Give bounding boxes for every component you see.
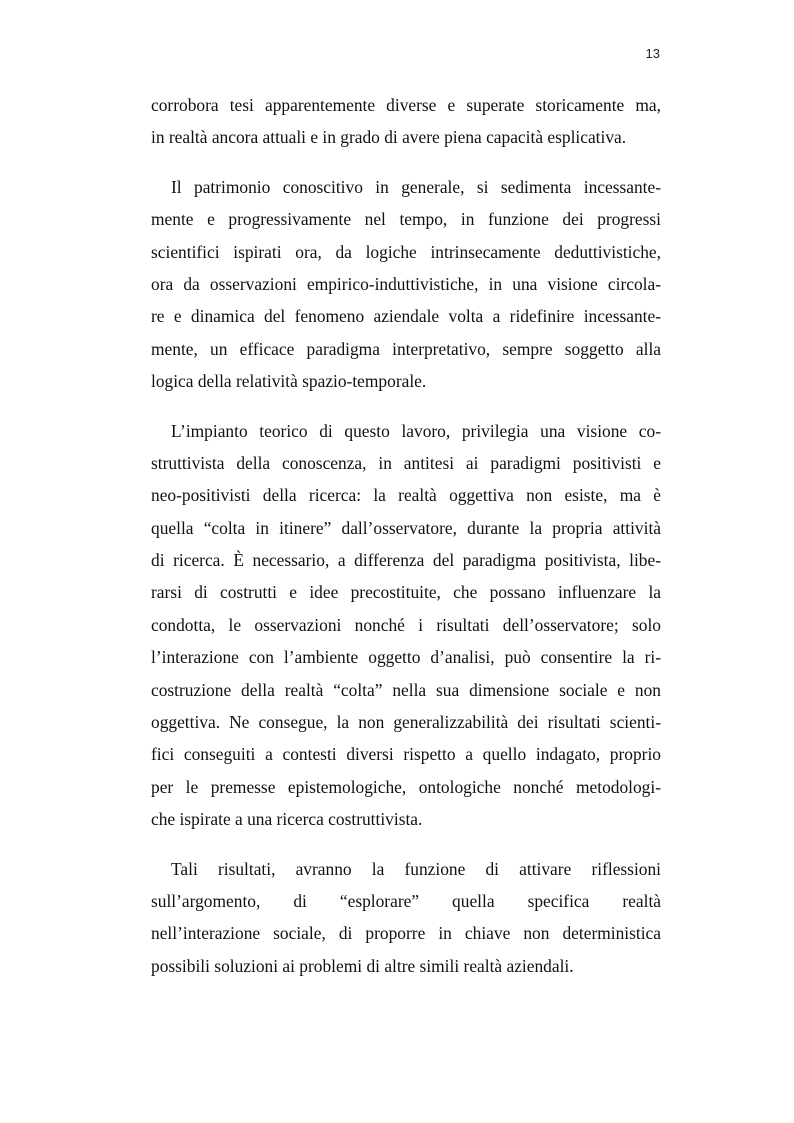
text-line: nell’interazione sociale, di proporre in chiave non deterministica [151,923,661,944]
text-line: scientifici ispirati ora, da logiche intrinsecamente deduttivistiche, [151,241,661,262]
text-line: per le premesse epistemologiche, ontologiche nonché metodologi- [151,776,661,797]
text-line: condotta, le osservazioni nonché i risultati dell’osservatore; solo [151,614,661,635]
paragraph-2 [151,171,661,398]
text-line: in realtà ancora attuali e in grado di avere piena capacità esplicativa. [151,127,627,148]
text-line: oggettiva. Ne consegue, la non generalizzabilità dei risultati scienti- [151,712,661,733]
text-line: logica della relatività spazio-temporale. [151,371,427,392]
body-text [151,89,661,999]
text-line: mente, un efficace paradigma interpretativo, sempre soggetto alla [151,338,661,359]
text-line: ora da osservazioni empirico-induttivistiche, in una visione circola- [151,273,661,294]
text-line: fici conseguiti a contesti diversi rispetto a quello indagato, proprio [151,744,661,765]
text-line: quella “colta in itinere” dall’osservatore, durante la propria attività [151,517,661,538]
text-line: re e dinamica del fenomeno aziendale volta a ridefinire incessante- [151,306,661,327]
text-line: rarsi di costrutti e idee precostituite, che possano influenzare la [151,582,661,603]
paragraph-4 [151,853,661,983]
text-line: neo-positivisti della ricerca: la realtà oggettiva non esiste, ma è [151,485,661,506]
text-line: L’impianto teorico di questo lavoro, privilegia una visione co- [171,420,661,441]
text-line: sull’argomento, di “esplorare” quella specifica realtà [151,890,661,911]
text-line: che ispirate a una ricerca costruttivista. [151,809,423,830]
text-line: corrobora tesi apparentemente diverse e superate storicamente ma, [151,95,661,115]
page-number: 13 [645,46,660,61]
paragraph-3 [151,415,661,836]
text-line: Il patrimonio conoscitivo in generale, si sedimenta incessante- [171,176,661,197]
text-line: l’interazione con l’ambiente oggetto d’analisi, può consentire la ri- [151,647,661,668]
text-line: di ricerca. È necessario, a differenza del paradigma positivista, libe- [151,550,661,571]
paragraph-1 [151,89,661,154]
text-line: costruzione della realtà “colta” nella sua dimensione sociale e non [151,679,661,700]
text-line: mente e progressivamente nel tempo, in funzione dei progressi [151,209,661,230]
text-line: struttivista della conoscenza, in antitesi ai paradigmi positivisti e [151,452,661,473]
text-line: Tali risultati, avranno la funzione di attivare riflessioni [171,858,661,879]
text-line: possibili soluzioni ai problemi di altre simili realtà aziendali. [151,955,574,976]
